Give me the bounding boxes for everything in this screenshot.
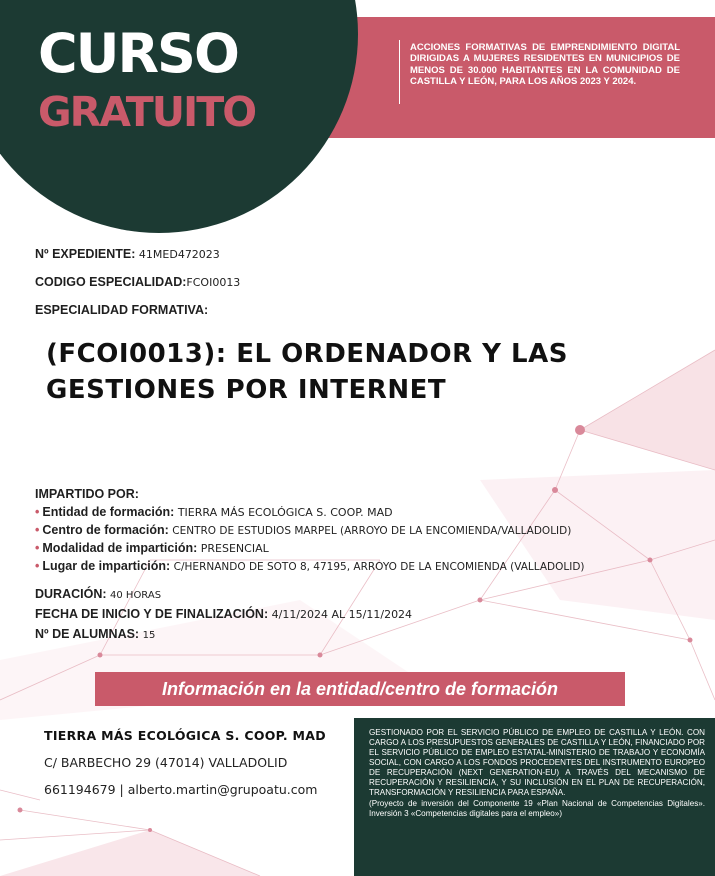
- codigo-row: [35, 275, 240, 289]
- expediente-row: [35, 247, 220, 261]
- duracion-row: [35, 587, 161, 601]
- codigo-label: CODIGO ESPECIALIDAD:: [35, 275, 187, 289]
- bullet: •: [35, 541, 40, 555]
- impartido-item: [35, 559, 585, 573]
- fechas-row: [35, 607, 412, 621]
- item-label: Centro de formación:: [42, 523, 169, 537]
- course-title-line2: GESTIONES POR INTERNET: [46, 375, 447, 405]
- especialidad-row: [35, 303, 208, 317]
- item-label: Entidad de formación:: [42, 505, 175, 519]
- fechas-label: FECHA DE INICIO Y DE FINALIZACIÓN:: [35, 607, 269, 621]
- course-title: [46, 336, 666, 408]
- alumnas-label: Nº DE ALUMNAS:: [35, 627, 140, 641]
- expediente-label: Nº EXPEDIENTE:: [35, 247, 136, 261]
- fechas-value: 4/11/2024 AL 15/11/2024: [271, 608, 413, 621]
- impartido-item: [35, 541, 269, 555]
- header-description: ACCIONES FORMATIVAS DE EMPRENDIMIENTO DIGITAL DIRIGIDAS A MUJERES RESIDENTES EN MUNICIPIOS DE MENOS DE 30.000 HABITANTES EN LA COMUNIDAD DE CASTILLA Y LEÓN, PARA LOS AÑOS 2023 Y 2024.: [410, 42, 680, 88]
- item-value: PRESENCIAL: [200, 542, 269, 555]
- item-label: Modalidad de impartición:: [42, 541, 198, 555]
- alumnas-value: 15: [142, 630, 156, 641]
- impartido-heading: [35, 487, 139, 501]
- funding-statement: GESTIONADO POR EL SERVICIO PÚBLICO DE EMPLEO DE CASTILLA Y LEÓN. CON CARGO A LOS PRESUPUESTOS GENERALES DE CASTILLA Y LEÓN, FINANCIADO POR EL SERVICIO PÚBLICO DE EMPLEO ESTATAL-MINISTERIO DE TRABAJO Y ECONOMÍA SOCIAL, CON CARGO A LOS FONDOS PROCEDENTES DEL INSTRUMENTO EUROPEO DE RECUPERACIÓN (NEXT GENERATION-EU) A TRAVÉS DEL MECANISMO DE RECUPERACIÓN Y RESILIENCIA, Y SU INCLUSIÓN EN EL PLAN DE RECUPERACIÓN, TRANSFORMACIÓN Y RESILIENCIA PARA ESPAÑA.: [369, 728, 705, 797]
- impartido-item: [35, 523, 571, 537]
- title-curso: CURSO: [38, 22, 238, 85]
- expediente-value: 41MED472023: [138, 248, 220, 261]
- contact-phone-email: 661194679 | alberto.martin@grupoatu.com: [44, 782, 318, 797]
- codigo-value: FCOI0013: [186, 276, 241, 289]
- header-divider: [399, 40, 400, 104]
- especialidad-label: ESPECIALIDAD FORMATIVA:: [35, 303, 209, 317]
- bullet: •: [35, 523, 40, 537]
- item-value: TIERRA MÁS ECOLÓGICA S. COOP. MAD: [177, 506, 393, 519]
- contact-name: TIERRA MÁS ECOLÓGICA S. COOP. MAD: [44, 728, 326, 743]
- duracion-label: DURACIÓN:: [35, 587, 107, 601]
- duracion-value: 40 HORAS: [110, 590, 162, 601]
- alumnas-row: [35, 627, 155, 641]
- item-label: Lugar de impartición:: [42, 559, 171, 573]
- item-value: C/HERNANDO DE SOTO 8, 47195, ARROYO DE LA ENCOMIENDA (VALLADOLID): [173, 561, 585, 573]
- bullet: •: [35, 559, 40, 573]
- contact-address: C/ BARBECHO 29 (47014) VALLADOLID: [44, 755, 288, 770]
- funding-note: (Proyecto de inversión del Componente 19 «Plan Nacional de Competencias Digitales». Inversión 3 «Competencias digitales para el empleo»): [369, 799, 705, 818]
- info-banner: Información en la entidad/centro de formación: [95, 672, 625, 706]
- bullet: •: [35, 505, 40, 519]
- impartido-heading-text: IMPARTIDO POR:: [35, 487, 139, 501]
- title-gratuito: GRATUITO: [38, 88, 256, 136]
- impartido-item: [35, 505, 393, 519]
- funding-footer-text: [369, 728, 705, 819]
- item-value: CENTRO DE ESTUDIOS MARPEL (ARROYO DE LA ENCOMIENDA/VALLADOLID): [172, 525, 572, 537]
- course-title-line1: (FCOI0013): EL ORDENADOR Y LAS: [46, 339, 568, 369]
